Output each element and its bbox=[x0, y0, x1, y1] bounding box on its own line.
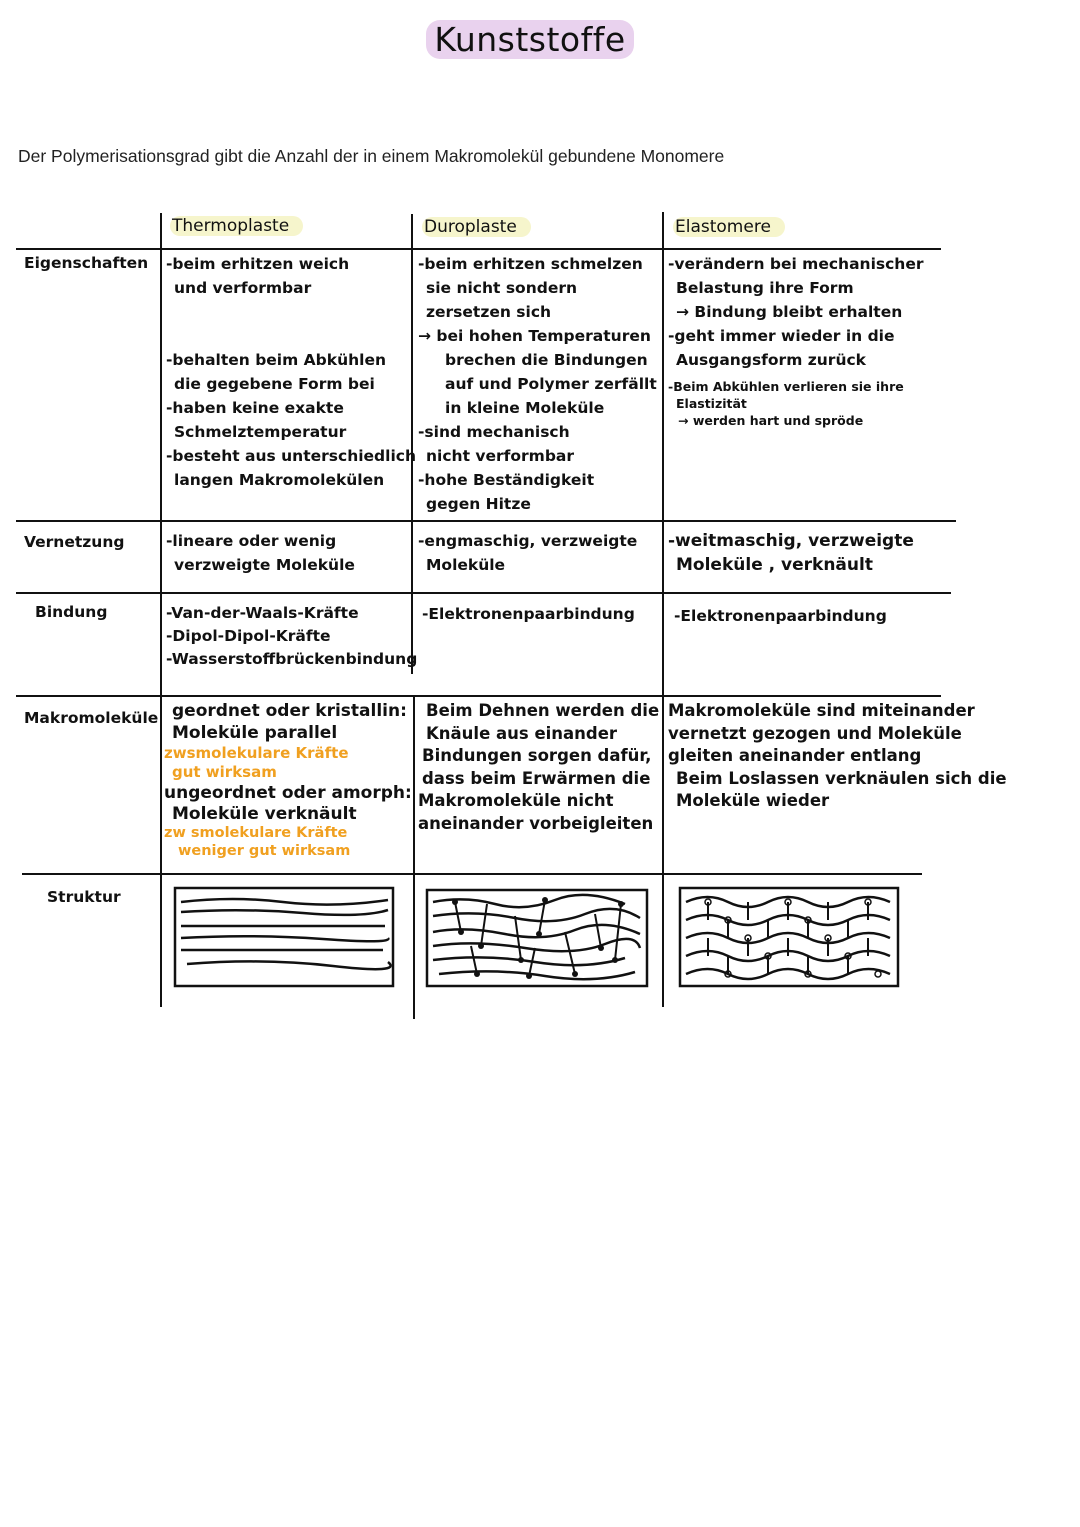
makro-duro-line: Bindungen sorgen dafür, bbox=[422, 746, 652, 765]
divider-duro-lower bbox=[411, 522, 413, 592]
eig-elasto-line: Elastizität bbox=[676, 396, 747, 411]
makro-duro-line: Knäule aus einander bbox=[426, 723, 618, 743]
eig-thermo-line: -besteht aus unterschiedlich bbox=[166, 447, 416, 465]
struktur-duroplaste-drawing bbox=[425, 888, 651, 990]
vern-thermo-block bbox=[166, 529, 355, 577]
makro-duro-line: dass beim Erwärmen die bbox=[422, 768, 651, 788]
eig-duro-line: -beim erhitzen schmelzen bbox=[418, 255, 643, 273]
row-rule-3 bbox=[16, 695, 941, 697]
makro-thermo-line: ungeordnet oder amorph: bbox=[164, 783, 412, 803]
eig-duro-line: zersetzen sich bbox=[426, 303, 552, 321]
vern-thermo-line: verzweigte Moleküle bbox=[174, 556, 355, 574]
row-rule-4 bbox=[22, 873, 922, 875]
bind-thermo-line: -Wasserstoffbrückenbindung bbox=[166, 650, 418, 668]
eig-duro-line: gegen Hitze bbox=[426, 495, 531, 513]
eig-elasto-line: → werden hart und spröde bbox=[678, 413, 864, 428]
makro-elasto-block bbox=[668, 700, 1007, 813]
makro-thermo-line: weniger gut wirksam bbox=[178, 843, 351, 859]
eig-duro-line: in kleine Moleküle bbox=[445, 399, 605, 417]
eig-thermo-line: langen Makromolekülen bbox=[174, 471, 385, 489]
vern-duro-block bbox=[418, 529, 637, 577]
eig-thermo-block bbox=[166, 252, 416, 492]
makro-duro-line: Beim Dehnen werden die bbox=[426, 701, 660, 720]
bind-elasto-text: -Elektronenpaarbindung bbox=[674, 607, 887, 625]
eig-elasto-line: -verändern bei mechanischer bbox=[668, 255, 924, 273]
makro-elasto-line: Beim Loslassen verknäulen sich die bbox=[676, 768, 1007, 788]
intro-text: Der Polymerisationsgrad gibt die Anzahl der in einem Makromolekül gebundene Monomere bbox=[18, 146, 725, 166]
header-duroplaste: Duroplaste bbox=[422, 216, 531, 238]
row-rule-1 bbox=[16, 520, 956, 522]
eig-thermo-line: die gegebene Form bei bbox=[174, 375, 375, 393]
eig-duro-line: sie nicht sondern bbox=[426, 279, 578, 297]
makro-duro-line: aneinander vorbeigleiten bbox=[418, 813, 654, 833]
eig-duro-line: auf und Polymer zerfällt bbox=[445, 375, 657, 393]
divider-thermo bbox=[160, 213, 162, 1007]
eig-thermo-line: und verformbar bbox=[174, 279, 312, 297]
row-label-bindung: Bindung bbox=[35, 603, 108, 621]
eig-thermo-line: Schmelztemperatur bbox=[174, 423, 347, 441]
vern-elasto-line: -weitmaschig, verzweigte bbox=[668, 531, 914, 551]
eig-thermo-line: -beim erhitzen weich bbox=[166, 255, 350, 273]
eig-duro-line: -sind mechanisch bbox=[418, 423, 570, 441]
makro-elasto-line: gleiten aneinander entlang bbox=[668, 746, 922, 765]
vern-thermo-line: -lineare oder wenig bbox=[166, 532, 337, 550]
eig-elasto-block bbox=[668, 252, 924, 429]
bind-thermo-line: -Van-der-Waals-Kräfte bbox=[166, 604, 359, 622]
page-title: Kunststoffe bbox=[0, 20, 1060, 59]
header-thermoplaste: Thermoplaste bbox=[170, 215, 303, 237]
eig-elasto-line: Ausgangsform zurück bbox=[676, 351, 866, 369]
makro-thermo-line: gut wirksam bbox=[172, 763, 277, 781]
makro-duro-block bbox=[418, 700, 659, 835]
makro-thermo-line: zwsmolekulare Kräfte bbox=[164, 744, 349, 762]
makro-elasto-line: Makromoleküle sind miteinander bbox=[668, 701, 975, 720]
bind-thermo-block bbox=[166, 602, 417, 671]
eig-elasto-line: -geht immer wieder in die bbox=[668, 327, 895, 345]
eig-duro-line: -hohe Beständigkeit bbox=[418, 471, 595, 489]
row-label-makromolekuele: Makromoleküle bbox=[24, 709, 159, 727]
header-rule bbox=[16, 248, 941, 250]
eig-elasto-line: → Bindung bleibt erhalten bbox=[676, 303, 903, 321]
makro-elasto-line: Moleküle wieder bbox=[676, 791, 830, 810]
eig-duro-line: brechen die Bindungen bbox=[445, 351, 648, 369]
makro-thermo-line: Moleküle verknäult bbox=[172, 804, 357, 824]
struktur-elastomere-drawing bbox=[678, 886, 902, 990]
makro-thermo-line: geordnet oder kristallin: bbox=[172, 701, 407, 721]
bind-duro-text: -Elektronenpaarbindung bbox=[422, 605, 635, 623]
vern-elasto-line: Moleküle , verknäult bbox=[676, 555, 873, 575]
eig-thermo-line: -haben keine exakte bbox=[166, 399, 344, 417]
makro-elasto-line: vernetzt gezogen und Moleküle bbox=[668, 723, 962, 743]
header-elastomere: Elastomere bbox=[673, 216, 785, 238]
vern-duro-line: Moleküle bbox=[426, 556, 506, 574]
makro-thermo-line: zw smolekulare Kräfte bbox=[164, 825, 348, 841]
eig-duro-line: nicht verformbar bbox=[426, 447, 575, 465]
eig-thermo-line: -behalten beim Abkühlen bbox=[166, 351, 386, 369]
eig-elasto-line: -Beim Abkühlen verlieren sie ihre bbox=[668, 379, 904, 394]
eig-duro-block bbox=[418, 252, 657, 516]
bind-thermo-line: -Dipol-Dipol-Kräfte bbox=[166, 627, 331, 645]
eig-duro-line: → bei hohen Temperaturen bbox=[418, 327, 651, 345]
makro-thermo-line: Moleküle parallel bbox=[172, 723, 338, 743]
vern-duro-line: -engmaschig, verzweigte bbox=[418, 532, 638, 550]
divider-duro-makro bbox=[413, 697, 415, 1019]
makro-duro-line: Makromoleküle nicht bbox=[418, 791, 614, 810]
makro-thermo-block bbox=[164, 700, 412, 860]
row-label-struktur: Struktur bbox=[47, 888, 121, 906]
vern-elasto-block bbox=[668, 529, 914, 577]
eig-elasto-line: Belastung ihre Form bbox=[676, 279, 854, 297]
row-label-vernetzung: Vernetzung bbox=[24, 533, 125, 551]
divider-elasto bbox=[662, 212, 664, 1007]
struktur-thermoplaste-drawing bbox=[173, 886, 397, 990]
row-label-eigenschaften: Eigenschaften bbox=[24, 254, 149, 272]
row-rule-2 bbox=[16, 592, 951, 594]
